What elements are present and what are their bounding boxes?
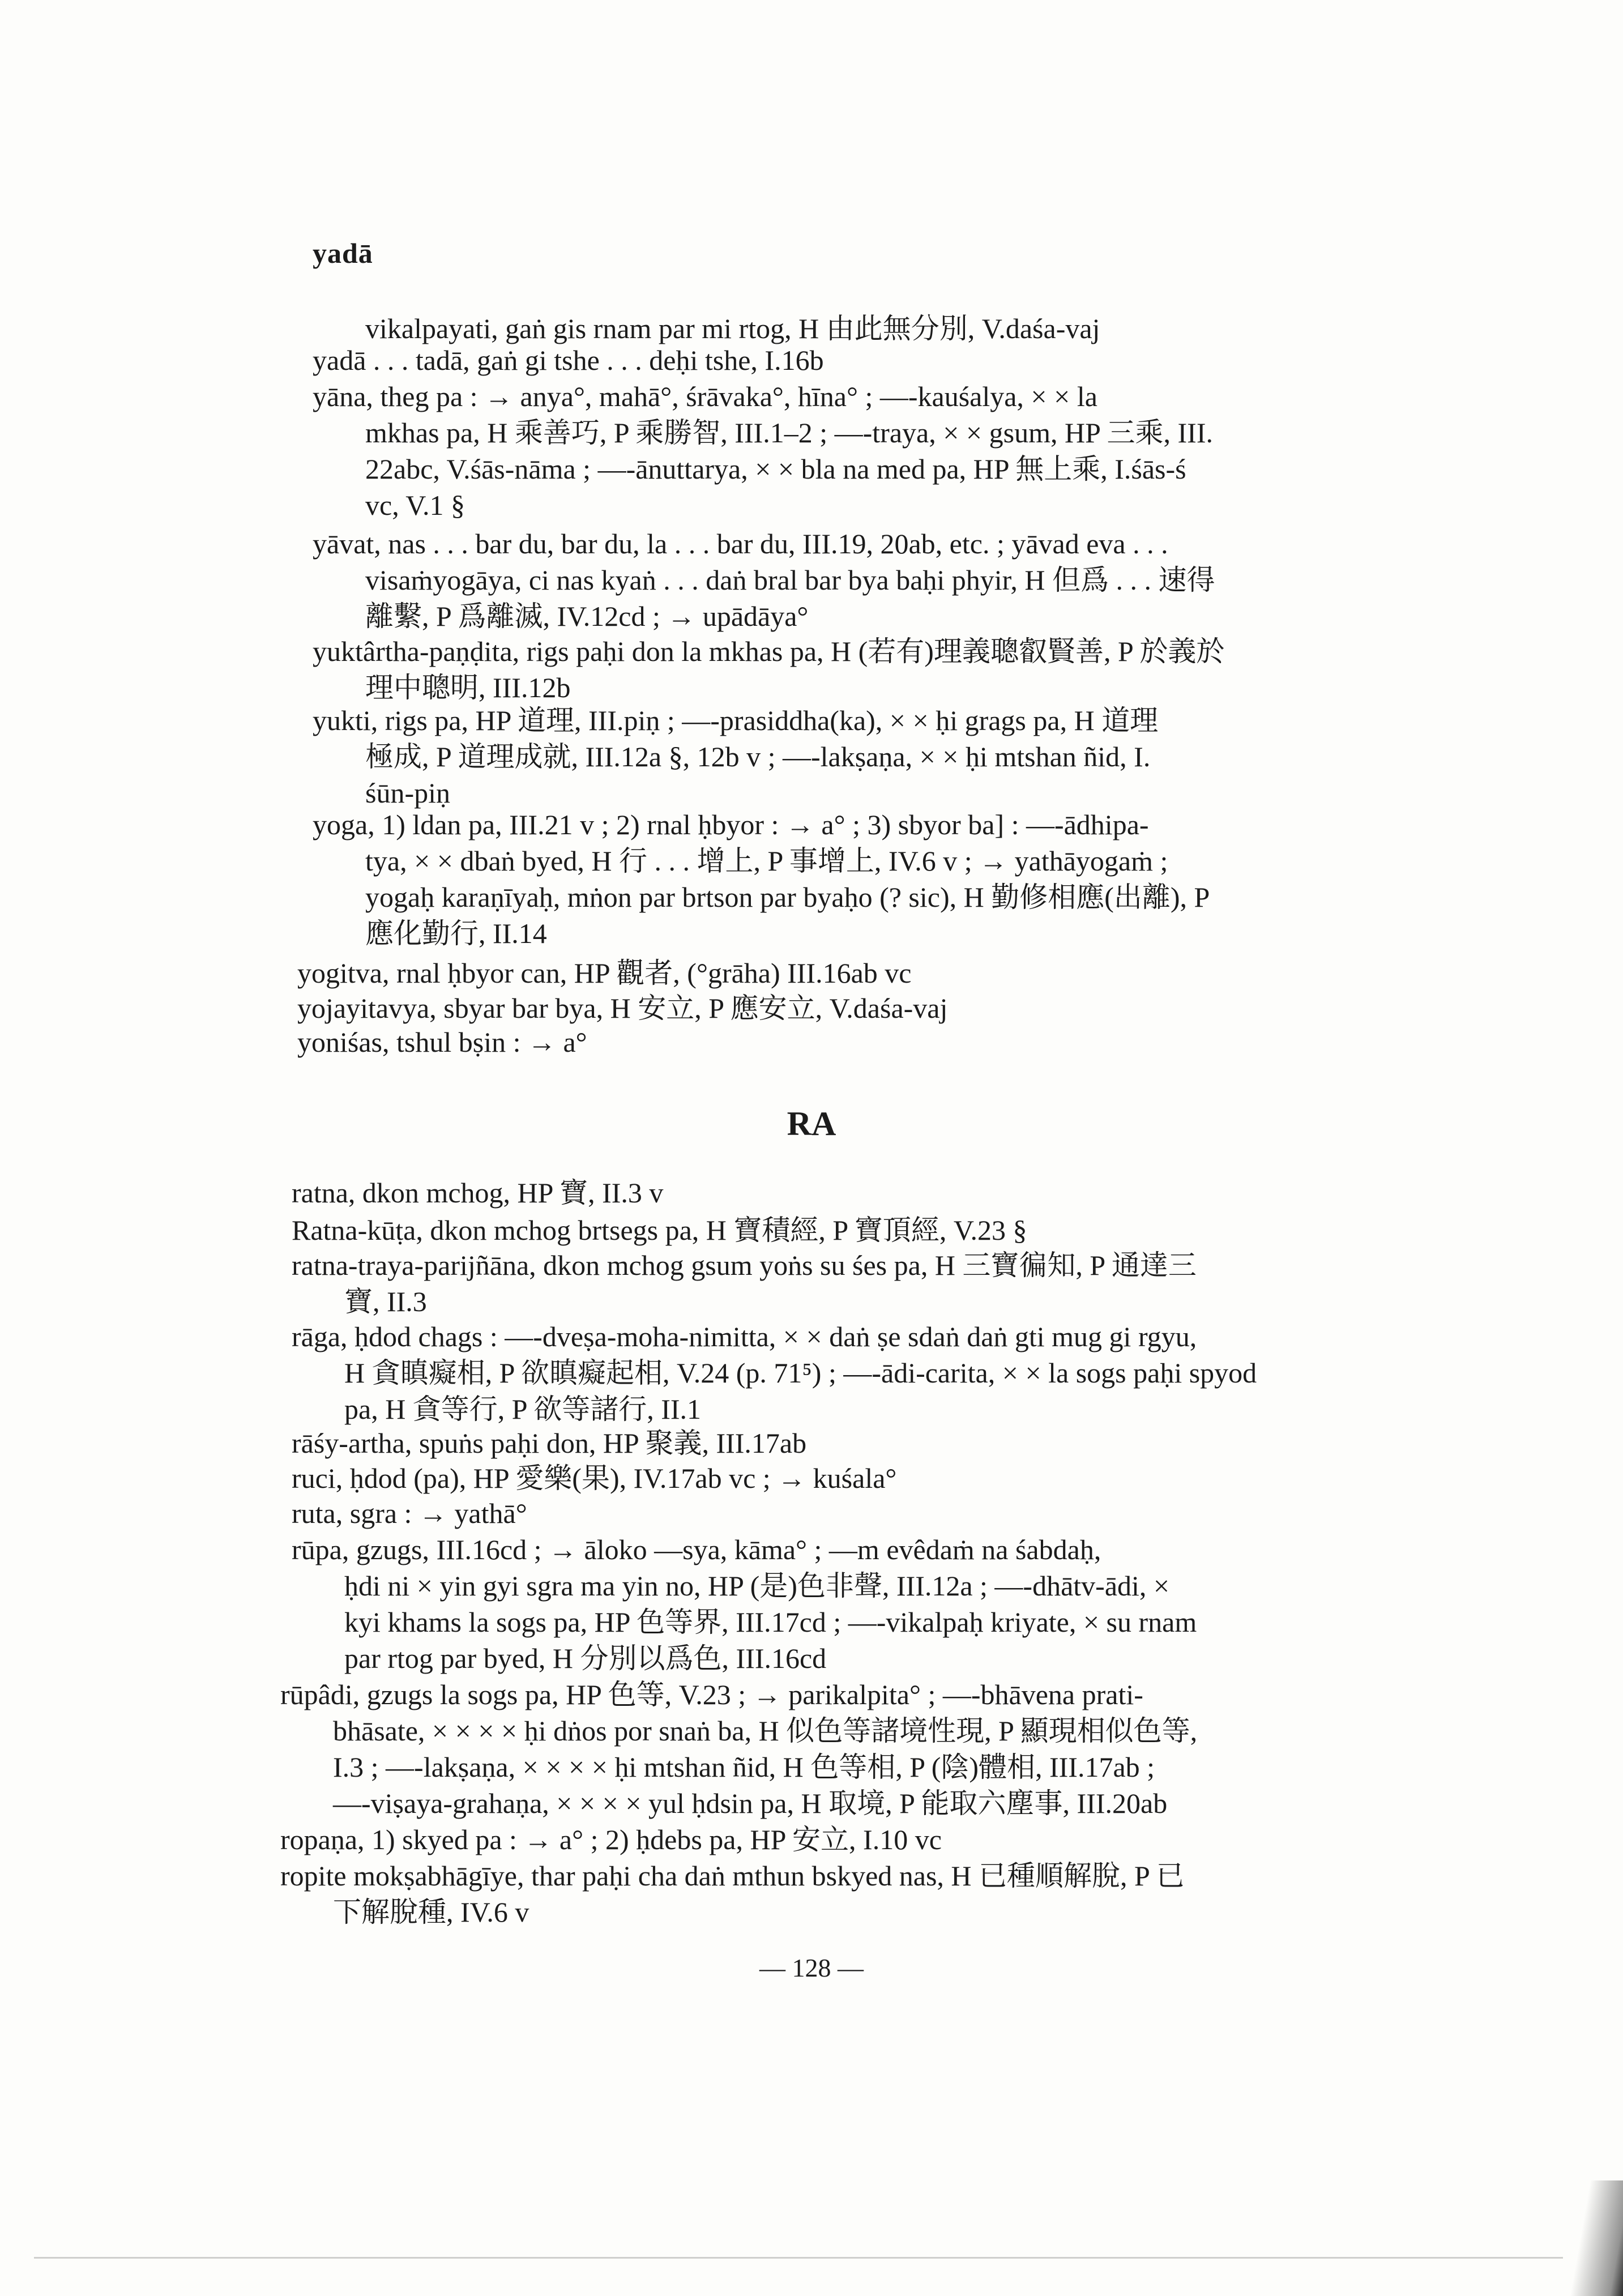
entry-line: par rtog par byed, H 分別以爲色, III.16cd xyxy=(344,1642,827,1674)
entry-yonisas xyxy=(297,1024,1430,1060)
entry-line: ruci, ḥdod (pa), HP 愛樂(果), IV.17ab vc ; → kuśala° xyxy=(292,1462,897,1494)
scan-edge-line xyxy=(34,2257,1563,2259)
entry-line: yogaḥ karaṇīyaḥ, mṅon par brtson par byaḥo (? sic), H 勤修相應(出離), P xyxy=(365,881,1210,913)
entry-line: kyi khams la sogs pa, HP 色等界, III.17cd ; —-vikalpaḥ kriyate, × su rnam xyxy=(344,1606,1197,1638)
entry-yada-tada xyxy=(313,342,1264,378)
entry-line: ratna, dkon mchog, HP 寶, II.3 v xyxy=(292,1177,664,1209)
entry-rupadi xyxy=(280,1676,1424,1821)
entry-line: —-viṣaya-grahaṇa, × × × × yul ḥdsin pa, H 取境, P 能取六塵事, III.20ab xyxy=(333,1787,1168,1819)
entry-ratna xyxy=(292,1175,1424,1211)
entry-yana xyxy=(313,378,1445,523)
entry-yogitva xyxy=(297,955,1430,991)
entry-rasy-artha xyxy=(292,1425,1424,1461)
entry-line: vikalpayati, gaṅ gis rnam par mi rtog, H 由此無分別, V.daśa-vaj xyxy=(365,313,1100,344)
entry-line: yuktârtha-paṇḍita, rigs paḥi don la mkhas pa, H (若有)理義聰叡賢善, P 於義於 xyxy=(313,635,1225,667)
entry-line: 離繫, P 爲離滅, IV.12cd ; → upādāya° xyxy=(365,600,809,632)
entry-line: yāvat, nas . . . bar du, bar du, la . . . bar du, III.19, 20ab, etc. ; yāvad eva . . . xyxy=(313,528,1168,560)
entry-line: 極成, P 道理成就, III.12a §, 12b v ; —-lakṣaṇa, × × ḥi mtshan ñid, I. xyxy=(365,741,1151,773)
entry-line: 應化勤行, II.14 xyxy=(365,917,547,949)
page-number: — 128 — xyxy=(759,1953,864,1982)
entry-line: ratna-traya-parijñāna, dkon mchog gsum yoṅs su śes pa, H 三寶徧知, P 通達三 xyxy=(292,1249,1197,1281)
entry-line: 寶, II.3 xyxy=(344,1286,427,1317)
entry-line: I.3 ; —-lakṣaṇa, × × × × ḥi mtshan ñid, H 色等相, P (陰)體相, III.17ab ; xyxy=(333,1751,1155,1783)
entry-line: rūpâdi, gzugs la sogs pa, HP 色等, V.23 ; → parikalpita° ; —-bhāvena prati- xyxy=(280,1679,1143,1710)
entry-line: yoga, 1) ldan pa, III.21 v ; 2) rnal ḥbyor : → a° ; 3) sbyor ba] : —-ādhipa- xyxy=(313,809,1149,840)
entry-line: bhāsate, × × × × ḥi dṅos por snaṅ ba, H 似色等諸境性現, P 顯現相似色等, xyxy=(333,1715,1198,1747)
scan-shadow xyxy=(1555,2180,1623,2296)
entry-line: rāga, ḥdod chags : —-dveṣa-moha-nimitta, × × daṅ ṣe sdaṅ daṅ gti mug gi rgyu, xyxy=(292,1321,1197,1352)
entry-line: tya, × × dbaṅ byed, H 行 . . . 增上, P 事增上, IV.6 v ; → yathāyogaṁ ; xyxy=(365,845,1168,877)
entry-line: ḥdi ni × yin gyi sgra ma yin no, HP (是)色非聲, III.12a ; —-dhātv-ādi, × xyxy=(344,1570,1170,1602)
entry-ratna-traya-parijnana xyxy=(292,1247,1424,1320)
entry-line: vc, V.1 § xyxy=(365,489,465,521)
entry-yuktartha-pandita xyxy=(313,633,1445,706)
entry-yojayitavya xyxy=(297,990,1430,1026)
entry-line: 下解脫種, IV.6 v xyxy=(333,1896,529,1928)
entry-line: H 貪瞋癡相, P 欲瞋癡起相, V.24 (p. 71⁵) ; —-ādi-carita, × × la sogs paḥi spyod xyxy=(344,1357,1257,1389)
entry-line: visaṁyogāya, ci nas kyaṅ . . . daṅ bral bar bya baḥi phyir, H 但爲 . . . 速得 xyxy=(365,564,1215,596)
entry-line: śūn-piṇ xyxy=(365,777,450,809)
entry-yavat xyxy=(313,526,1445,634)
entry-line: yāna, theg pa : → anya°, mahā°, śrāvaka°, hīna° ; —-kauśalya, × × la xyxy=(313,381,1097,412)
entry-line: rūpa, gzugs, III.16cd ; → āloko —sya, kāma° ; —m evêdaṁ na śabdaḥ, xyxy=(292,1534,1101,1565)
entry-line: 22abc, V.śās-nāma ; —-ānuttarya, × × bla na med pa, HP 無上乘, I.śās-ś xyxy=(365,453,1186,485)
entry-ropana xyxy=(280,1821,1424,1858)
running-head: yadā xyxy=(313,237,373,269)
entry-ruci xyxy=(292,1460,1424,1496)
entry-yoga xyxy=(313,806,1445,951)
entry-raga xyxy=(292,1318,1424,1427)
entry-yukti xyxy=(313,702,1445,811)
entry-line: rāśy-artha, spuṅs paḥi don, HP 聚義, III.17ab xyxy=(292,1427,807,1459)
entry-line: 理中聰明, III.12b xyxy=(365,672,571,703)
entry-line: yoniśas, tshul bṣin : → a° xyxy=(297,1026,587,1058)
entry-line: ruta, sgra : → yathā° xyxy=(292,1497,527,1529)
entry-line: ropaṇa, 1) skyed pa : → a° ; 2) ḥdebs pa, HP 安立, I.10 vc xyxy=(280,1824,942,1855)
entry-line: mkhas pa, H 乘善巧, P 乘勝智, III.1–2 ; —-traya, × × gsum, HP 三乘, III. xyxy=(365,417,1213,449)
entry-line: ropite mokṣabhāgīye, thar paḥi cha daṅ mthun bskyed nas, H 已種順解脫, P 已 xyxy=(280,1860,1185,1892)
entry-line: yojayitavya, sbyar bar bya, H 安立, P 應安立, V.daśa-vaj xyxy=(297,992,948,1024)
entry-ropite-moksabhagiye xyxy=(280,1858,1424,1930)
entry-rupa xyxy=(292,1531,1424,1676)
entry-vikalpayati xyxy=(365,310,1317,347)
section-title: RA xyxy=(787,1105,836,1142)
entry-line: yogitva, rnal ḥbyor can, HP 觀者, (°grāha) III.16ab vc xyxy=(297,957,912,989)
entry-line: yadā . . . tadā, gaṅ gi tshe . . . deḥi tshe, I.16b xyxy=(313,344,824,376)
entry-ruta xyxy=(292,1495,1424,1531)
entry-ratna-kuta xyxy=(292,1212,1424,1248)
entry-line: Ratna-kūṭa, dkon mchog brtsegs pa, H 寶積經, P 寶頂經, V.23 § xyxy=(292,1214,1027,1246)
entry-line: yukti, rigs pa, HP 道理, III.piṇ ; —-prasiddha(ka), × × ḥi grags pa, H 道理 xyxy=(313,705,1159,736)
entry-line: pa, H 貪等行, P 欲等諸行, II.1 xyxy=(344,1393,702,1425)
